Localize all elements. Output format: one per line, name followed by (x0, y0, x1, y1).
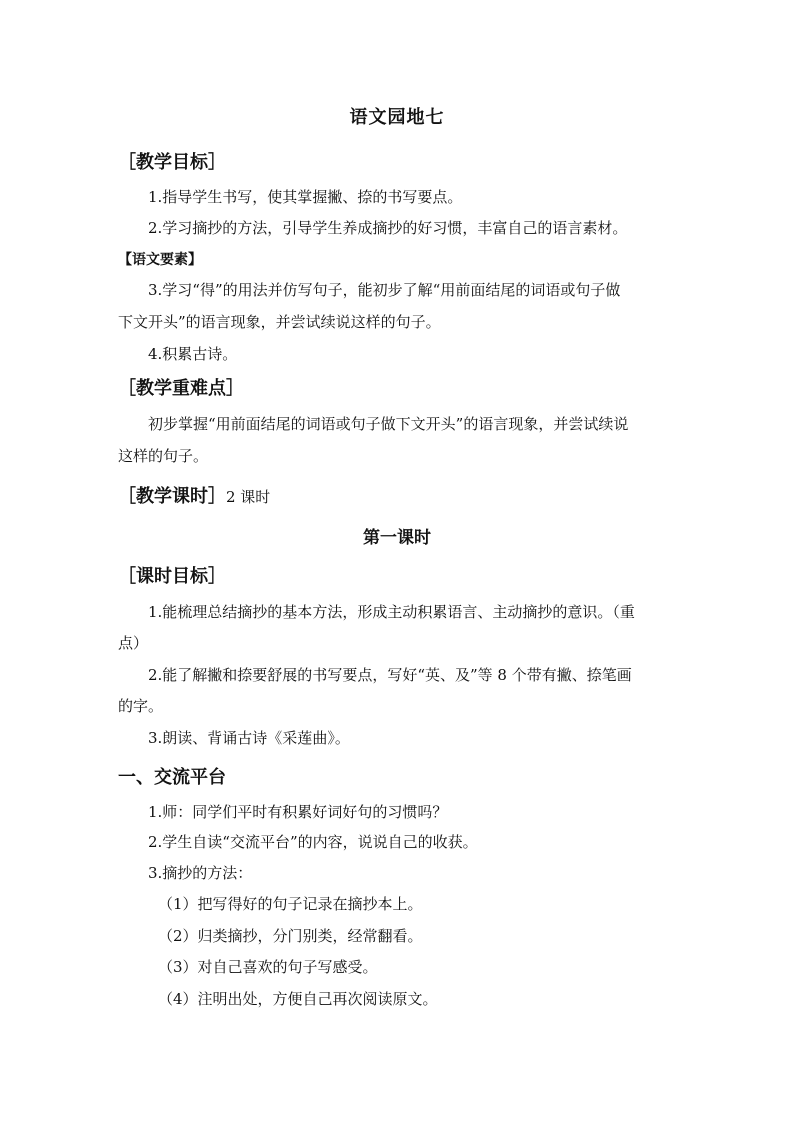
key-points-line-2: 这样的句子。 (118, 447, 209, 465)
language-item-4: 4.积累古诗。 (148, 345, 238, 363)
method-item-1: （1）把写得好的句子记录在摘抄本上。 (158, 895, 423, 913)
method-item-3: （3）对自己喜欢的句子写感受。 (158, 958, 378, 976)
lesson-objective-2-line-1: 2.能了解撇和捺要舒展的书写要点，写好“英、及”等 8 个带有撇、捺笔画 (148, 666, 632, 684)
lesson-objectives-heading: ［课时目标］ (118, 566, 226, 587)
exchange-item-3: 3.摘抄的方法： (148, 864, 253, 882)
objectives-heading: ［教学目标］ (118, 152, 226, 173)
section-exchange-platform-heading: 一、交流平台 (118, 767, 226, 788)
language-item-3-line-1: 3.学习“得”的用法并仿写句子，能初步了解“用前面结尾的词语或句子做 (148, 281, 621, 299)
document-title: 语文园地七 (349, 107, 445, 128)
lesson-objective-1-line-2: 点） (118, 634, 149, 652)
objective-item-1: 1.指导学生书写，使其掌握撇、捺的书写要点。 (148, 188, 463, 206)
method-item-4: （4）注明出处，方便自己再次阅读原文。 (158, 990, 438, 1008)
lesson-objective-3: 3.朗读、背诵古诗《采莲曲》。 (148, 729, 350, 747)
language-elements-tag: 【语文要素】 (118, 252, 202, 268)
key-points-line-1: 初步掌握“用前面结尾的词语或句子做下文开头”的语言现象，并尝试续说 (148, 415, 629, 433)
class-hours-heading (118, 482, 270, 508)
lesson-1-title: 第一课时 (363, 528, 431, 548)
lesson-objective-2-line-2: 的字。 (118, 697, 164, 715)
exchange-item-2: 2.学生自读“交流平台”的内容，说说自己的收获。 (148, 833, 478, 851)
class-hours-label: ［教学课时］ (118, 486, 226, 507)
objective-item-2: 2.学习摘抄的方法，引导学生养成摘抄的好习惯，丰富自己的语言素材。 (148, 219, 628, 237)
key-points-heading: ［教学重难点］ (118, 378, 244, 399)
language-item-3-line-2: 下文开头”的语言现象，并尝试续说这样的句子。 (118, 313, 441, 331)
exchange-item-1: 1.师：同学们平时有积累好词好句的习惯吗？ (148, 803, 448, 821)
lesson-objective-1-line-1: 1.能梳理总结摘抄的基本方法，形成主动积累语言、主动摘抄的意识。（重 (148, 603, 635, 621)
class-hours-value: 2 课时 (226, 488, 271, 506)
method-item-2: （2）归类摘抄，分门别类，经常翻看。 (158, 927, 423, 945)
